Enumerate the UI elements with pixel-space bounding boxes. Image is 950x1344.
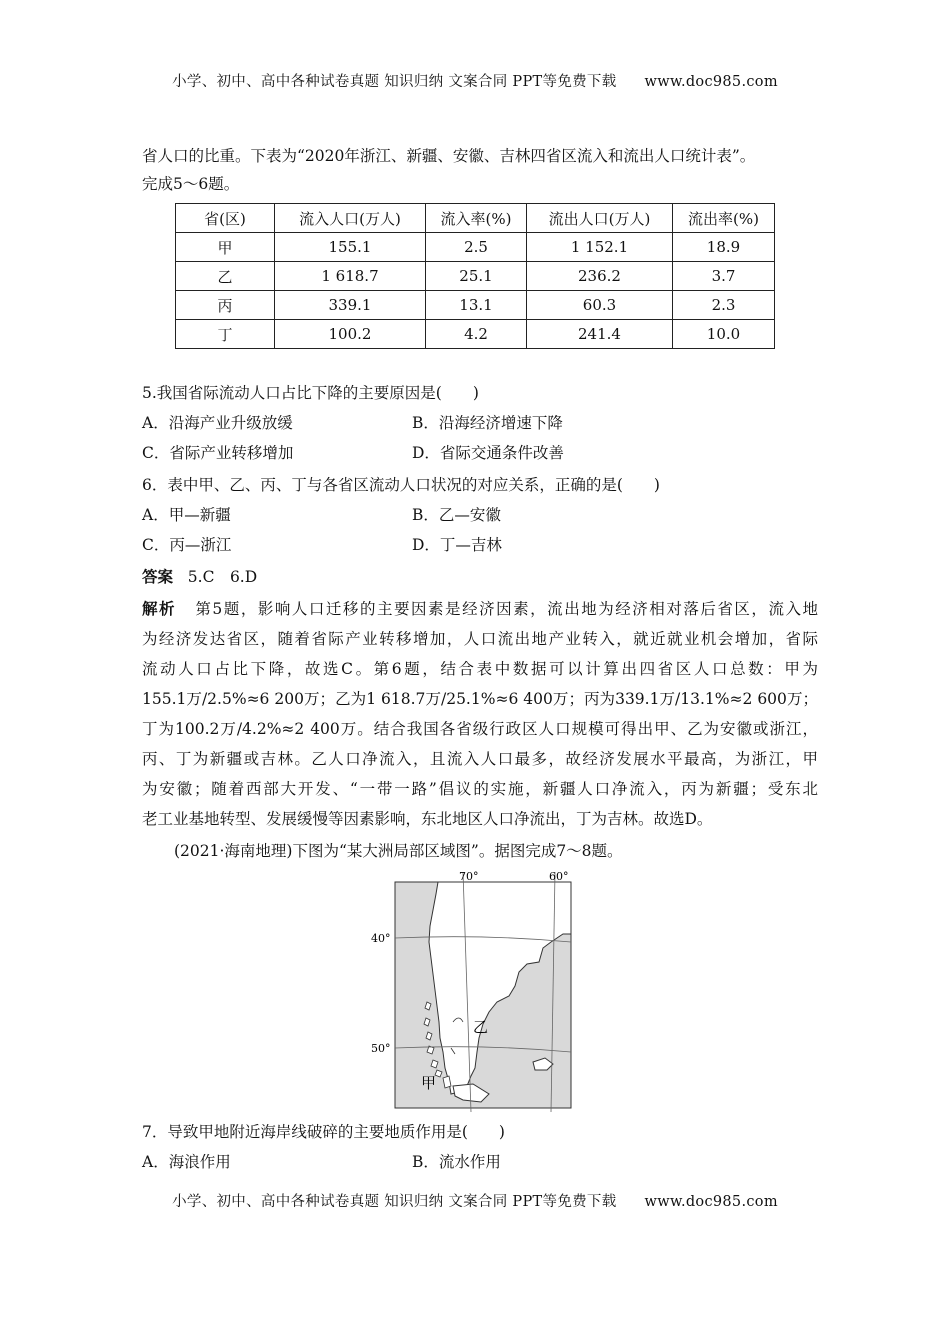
analysis-text: 第5题，影响人口迁移的主要因素是经济因素，流出地为经济相对落后省区，流入地: [195, 600, 818, 618]
answer-label: 答案: [142, 567, 174, 586]
table-cell: 丙: [176, 291, 275, 320]
table-header-row: [176, 204, 775, 233]
table-cell: 10.0: [673, 320, 775, 349]
table-cell: 155.1: [275, 233, 426, 262]
table-cell: 3.7: [673, 262, 775, 291]
population-table: [175, 203, 775, 349]
lon-label: 70°: [459, 870, 479, 883]
q6-option-a: A．甲—新疆: [142, 506, 231, 524]
table-cell: 25.1: [426, 262, 527, 291]
table-cell: 100.2: [275, 320, 426, 349]
table-cell: 18.9: [673, 233, 775, 262]
q7-option-a: A．海浪作用: [142, 1153, 231, 1171]
table-header-cell: 流出率(%): [673, 204, 775, 233]
footer-text: 小学、初中、高中各种试卷真题 知识归纳 文案合同 PPT等免费下载: [172, 1194, 617, 1210]
intro-line-2: 完成5～6题。: [142, 175, 240, 193]
answer-text: 5.C 6.D: [187, 568, 258, 586]
table-cell: 乙: [176, 262, 275, 291]
analysis-line: 丁为100.2万/4.2%≈2 400万。结合我国各省级行政区人口规模可得出甲、乙为安徽或浙江，: [142, 720, 818, 738]
table-row: [176, 320, 775, 349]
table-cell: 2.3: [673, 291, 775, 320]
table-cell: 1 618.7: [275, 262, 426, 291]
question-7-stem: 7．导致甲地附近海岸线破碎的主要地质作用是( ): [142, 1123, 505, 1141]
footer-url[interactable]: www.doc985.com: [644, 1194, 778, 1210]
table-row: [176, 291, 775, 320]
intro-line-1: 省人口的比重。下表为“2020年浙江、新疆、安徽、吉林四省区流入和流出人口统计表”。: [142, 147, 756, 165]
analysis-line: [142, 598, 818, 620]
analysis-line: 为安徽；随着西部大开发、“一带一路”倡议的实施，新疆人口净流入，丙为新疆；受东北: [142, 780, 818, 798]
analysis-line: 丙、丁为新疆或吉林。乙人口净流入，且流入人口最多，故经济发展水平最高，为浙江，甲: [142, 750, 818, 768]
analysis-line: 为经济发达省区，随着省际产业转移增加，人口流出地产业转入，就近就业机会增加，省际: [142, 630, 818, 648]
q5-option-c: C．省际产业转移增加: [142, 444, 294, 462]
q6-option-d: D．丁—吉林: [412, 536, 502, 554]
table-cell: 1 152.1: [527, 233, 673, 262]
table-cell: 236.2: [527, 262, 673, 291]
lon-label: 60°: [549, 870, 569, 883]
q5-option-a: A．沿海产业升级放缓: [142, 414, 293, 432]
table-header-cell: 流入人口(万人): [275, 204, 426, 233]
header-text: 小学、初中、高中各种试卷真题 知识归纳 文案合同 PPT等免费下载: [172, 74, 617, 90]
table-cell: 2.5: [426, 233, 527, 262]
table-header-cell: 省(区): [176, 204, 275, 233]
table-row: [176, 262, 775, 291]
page-header: [0, 70, 950, 91]
analysis-line: 老工业基地转型、发展缓慢等因素影响，东北地区人口净流出，丁为吉林。故选D。: [142, 810, 713, 828]
q6-option-c: C．丙—浙江: [142, 536, 232, 554]
question-6-stem: 6．表中甲、乙、丙、丁与各省区流动人口状况的对应关系，正确的是( ): [142, 476, 660, 494]
table-cell: 甲: [176, 233, 275, 262]
table-header-cell: 流入率(%): [426, 204, 527, 233]
analysis-line: 155.1万/2.5%≈6 200万；乙为1 618.7万/25.1%≈6 400万；丙为339.1万/13.1%≈2 600万；: [142, 690, 818, 708]
table-row: [176, 233, 775, 262]
table-cell: 241.4: [527, 320, 673, 349]
lat-label: 40°: [371, 932, 391, 945]
table-cell: 60.3: [527, 291, 673, 320]
q7-option-b: B．流水作用: [412, 1153, 501, 1171]
region-map: [371, 870, 575, 1116]
lat-label: 50°: [371, 1042, 391, 1055]
analysis-label: 解析: [142, 599, 177, 618]
header-url[interactable]: www.doc985.com: [644, 74, 778, 90]
table-cell: 339.1: [275, 291, 426, 320]
q5-option-d: D．省际交通条件改善: [412, 444, 564, 462]
place-label-jia: 甲: [421, 1074, 437, 1092]
q6-option-b: B．乙—安徽: [412, 506, 501, 524]
intro-7-8: (2021·海南地理)下图为“某大洲局部区域图”。据图完成7～8题。: [174, 842, 623, 860]
table-cell: 丁: [176, 320, 275, 349]
answer-line: [142, 566, 257, 588]
table-cell: 13.1: [426, 291, 527, 320]
table-cell: 4.2: [426, 320, 527, 349]
place-label-yi: 乙: [473, 1018, 489, 1036]
analysis-line: 流动人口占比下降，故选C。第6题，结合表中数据可以计算出四省区人口总数：甲为: [142, 660, 818, 678]
question-5-stem: 5.我国省际流动人口占比下降的主要原因是( ): [142, 384, 479, 402]
q5-option-b: B．沿海经济增速下降: [412, 414, 563, 432]
page-footer: [0, 1190, 950, 1211]
table-header-cell: 流出人口(万人): [527, 204, 673, 233]
